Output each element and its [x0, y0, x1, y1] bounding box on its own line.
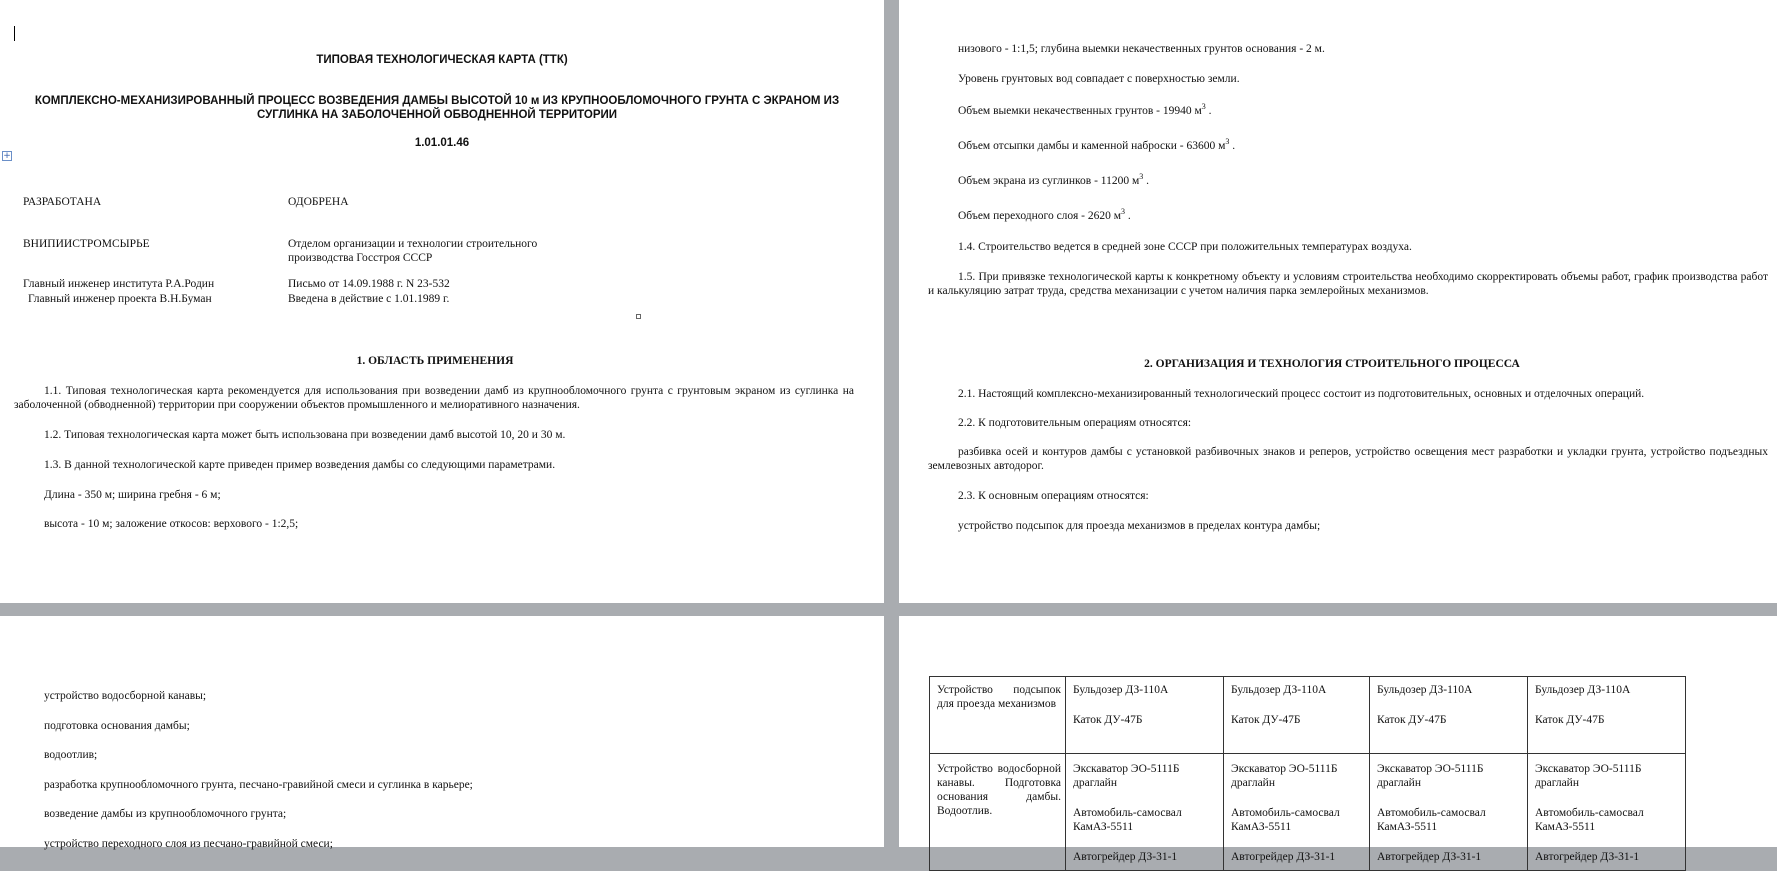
table-row [930, 754, 1686, 871]
table-cell: Бульдозер ДЗ-110А Каток ДУ-47Б [1528, 677, 1686, 754]
table-cell: Бульдозер ДЗ-110А Каток ДУ-47Б [1066, 677, 1224, 754]
list-item: устройство водосборной канавы; [44, 690, 207, 702]
list-item: устройство переходного слоя из песчано-гравийной смеси; [44, 838, 333, 850]
groundwater-level: Уровень грунтовых вод совпадает с поверхностью земли. [958, 73, 1240, 85]
developed-label: РАЗРАБОТАНА [23, 196, 102, 208]
table-cell: Бульдозер ДЗ-110А Каток ДУ-47Б [1224, 677, 1370, 754]
document-code: 1.01.01.46 [414, 137, 470, 149]
table-cell: Устройство подсыпок для проезда механизмов [930, 677, 1066, 754]
resize-handle[interactable] [636, 314, 641, 319]
list-item: подготовка основания дамбы; [44, 720, 190, 732]
table-move-handle-icon[interactable]: + [3, 151, 11, 161]
paragraph-1-3: 1.3. В данной технологической карте приведен пример возведения дамбы со следующими параметрами. [44, 459, 556, 471]
approval-letter: Письмо от 14.09.1988 г. N 23-532 [288, 278, 450, 290]
paragraph-1-4: 1.4. Строительство ведется в средней зоне СССР при положительных температурах воздуха. [958, 241, 1412, 253]
approver-org-line1: Отделом организации и технологии строительного [288, 238, 538, 250]
document-title: ТИПОВАЯ ТЕХНОЛОГИЧЕСКАЯ КАРТА (ТТК) [316, 54, 568, 66]
approver-org-line2: производства Госстроя СССР [288, 252, 433, 264]
section-2-title: 2. ОРГАНИЗАЦИЯ И ТЕХНОЛОГИЯ СТРОИТЕЛЬНОГО ПРОЦЕССА [1144, 358, 1520, 370]
volume-excavation: Объем выемки некачественных грунтов - 19940 $м^3$ . [958, 102, 1212, 117]
document-page-4 [899, 616, 1777, 863]
approved-label: ОДОБРЕНА [288, 196, 349, 208]
table-cell: Экскаватор ЭО-5111Б драглайн Автомобиль-самосвал КамАЗ-5511 Автогрейдер ДЗ-31-1 [1528, 754, 1686, 871]
preparatory-operations: разбивка осей и контуров дамбы с установкой разбивочных знаков и реперов, устройство освещения мест разработки и укладки грунта, устройство подъездных землевозных автодорог. [928, 446, 1768, 472]
dam-length: Длина - 350 м; ширина гребня - 6 м; [44, 489, 221, 501]
document-subtitle: КОМПЛЕКСНО-МЕХАНИЗИРОВАННЫЙ ПРОЦЕСС ВОЗВЕДЕНИЯ ДАМБЫ ВЫСОТОЙ 10 м ИЗ КРУПНООБЛОМОЧНОГО ГРУНТА С ЭКРАНОМ ИЗ СУГЛИНКА НА ЗАБОЛОЧЕННОЙ ОБВОДНЕННОЙ ТЕРРИТОРИИ [34, 95, 840, 121]
table-cell: Устройство водосборной канавы. Подготовка основания дамбы. Водоотлив. [930, 754, 1066, 871]
paragraph-2-3: 2.3. К основным операциям относятся: [958, 490, 1149, 502]
paragraph-2-2: 2.2. К подготовительным операциям относятся: [958, 417, 1192, 429]
table-row [930, 677, 1686, 754]
paragraph-1-2: 1.2. Типовая технологическая карта может быть использована при возведении дамб высотой 10, 20 и 30 м. [44, 429, 566, 441]
table-cell: Экскаватор ЭО-5111Б драглайн Автомобиль-самосвал КамАЗ-5511 Автогрейдер ДЗ-31-1 [1370, 754, 1528, 871]
table-cell: Бульдозер ДЗ-110А Каток ДУ-47Б [1370, 677, 1528, 754]
paragraph-2-1: 2.1. Настоящий комплексно-механизированный технологический процесс состоит из подготовительных, основных и отделочных операций. [958, 388, 1645, 400]
volume-fill: Объем отсыпки дамбы и каменной наброски - 63600 $м^3$ . [958, 137, 1236, 152]
list-item: водоотлив; [44, 749, 98, 761]
paragraph-1-1: 1.1. Типовая технологическая карта рекомендуется для использования при возведении дамб из крупнообломочного грунта с грунтовым экраном из суглинка на заболоченной (обводненной) территории при сооружении объектов промышленного и мелиоративного назначения. [14, 385, 854, 411]
section-1-title: 1. ОБЛАСТЬ ПРИМЕНЕНИЯ [356, 355, 514, 367]
document-page-1 [0, 0, 884, 603]
main-operations-first: устройство подсыпок для проезда механизмов в пределах контура дамбы; [958, 520, 1321, 532]
developer-org: ВНИПИИСТРОМСЫРЬЕ [23, 238, 150, 250]
paragraph-1-5: 1.5. При привязке технологической карты к конкретному объекту и условиям строительства необходимо скорректировать объемы работ, график производства работ и калькуляцию затрат труда, средства механизации с учетом наличия парка землеройных механизмов. [928, 271, 1768, 297]
text-cursor [14, 26, 15, 41]
machinery-table [929, 676, 1686, 871]
list-item: разработка крупнообломочного грунта, песчано-гравийной смеси и суглинка в карьере; [44, 779, 473, 791]
document-page-2 [899, 0, 1777, 603]
document-page-3 [0, 616, 884, 850]
list-item: возведение дамбы из крупнообломочного грунта; [44, 808, 287, 820]
slope-low: низового - 1:1,5; глубина выемки некачественных грунтов основания - 2 м. [958, 43, 1325, 55]
chief-engineer: Главный инженер института Р.А.Родин [23, 278, 215, 290]
table-cell: Экскаватор ЭО-5111Б драглайн Автомобиль-самосвал КамАЗ-5511 Автогрейдер ДЗ-31-1 [1066, 754, 1224, 871]
volume-transition: Объем переходного слоя - 2620 $м^3$ . [958, 207, 1131, 222]
volume-screen: Объем экрана из суглинков - 11200 $м^3$ . [958, 172, 1150, 187]
effective-date: Введена в действие с 1.01.1989 г. [288, 293, 450, 305]
dam-height: высота - 10 м; заложение откосов: верхового - 1:2,5; [44, 518, 299, 530]
table-cell: Экскаватор ЭО-5111Б драглайн Автомобиль-самосвал КамАЗ-5511 Автогрейдер ДЗ-31-1 [1224, 754, 1370, 871]
project-engineer: Главный инженер проекта В.Н.Буман [28, 293, 212, 305]
